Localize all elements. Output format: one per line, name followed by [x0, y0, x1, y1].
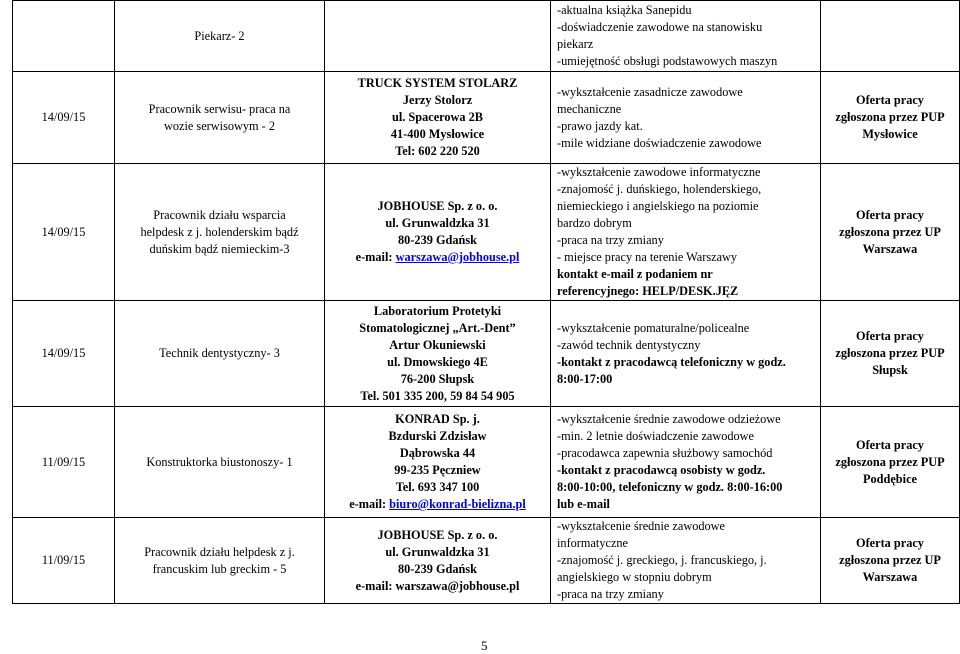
requirement-line: -wykształcenie średnie zawodowe odzieżowe [557, 412, 781, 426]
requirement-line: -wykształcenie pomaturalne/policealne [557, 320, 750, 335]
offer-date: 11/09/15 [13, 518, 115, 604]
requirement-line: -min. 2 letnie doświadczenie zawodowe [557, 429, 755, 443]
offer-source-line: Oferta pracy [856, 207, 924, 222]
job-requirements [551, 301, 821, 407]
job-offer-row [13, 518, 960, 604]
offer-source-line: Oferta pracy [856, 329, 924, 343]
requirement-line: piekarz [557, 37, 594, 51]
requirement-line: -znajomość j. duńskiego, holenderskiego, [557, 182, 762, 196]
employer-line: JOBHOUSE Sp. z o. o. [377, 527, 498, 542]
employer-line: 80-239 Gdańsk [398, 561, 477, 576]
requirement-line: -kontakt z pracodawcą telefoniczny w godz. [557, 354, 786, 369]
offer-date: 11/09/15 [13, 407, 115, 518]
offer-source-line: Warszawa [862, 241, 918, 256]
employer-line: 99-235 Pęczniew [394, 463, 481, 477]
requirement-line: mechaniczne [557, 101, 622, 116]
job-position-line: Piekarz- 2 [194, 28, 245, 43]
employer-contact [325, 407, 551, 518]
offer-source-line: Oferta pracy [856, 437, 924, 452]
requirement-line: -kontakt z pracodawcą osobisty w godz. [557, 463, 766, 477]
requirement-line: 8:00-17:00 [557, 371, 613, 386]
offer-source-line: Oferta pracy [856, 93, 924, 107]
offer-date: 14/09/15 [13, 301, 115, 407]
employer-line: Dąbrowska 44 [399, 446, 476, 460]
requirement-line: -aktualna książka Sanepidu [557, 3, 692, 17]
page-number: 5 [481, 638, 488, 653]
job-offers-body [13, 1, 960, 604]
offer-date: 14/09/15 [13, 164, 115, 301]
offer-source-line: zgłoszona przez PUP [835, 110, 945, 124]
employer-email-line [329, 496, 546, 513]
requirement-line: niemieckiego i angielskiego na poziomie [557, 199, 759, 213]
offer-source-line: Oferta pracy [856, 536, 924, 550]
requirement-line: -praca na trzy zmiany [557, 587, 664, 601]
job-position [115, 301, 325, 407]
job-position-line: Technik dentystyczny- 3 [159, 346, 280, 360]
employer-line: TRUCK SYSTEM STOLARZ [357, 76, 518, 90]
job-position-line: helpdesk z j. holenderskim bądź [140, 224, 299, 239]
requirement-line: kontakt e-mail z podaniem nr [557, 267, 713, 281]
job-offer-row [13, 407, 960, 518]
offer-source-line: zgłoszona przez UP [839, 224, 941, 239]
offer-source-line: Warszawa [862, 570, 918, 584]
offer-source-line: zgłoszona przez PUP [835, 346, 945, 360]
email-prefix: e-mail: [355, 250, 396, 264]
offer-source-line: zgłoszona przez PUP [835, 454, 945, 469]
employer-line: Tel: 602 220 520 [395, 144, 480, 158]
job-requirements [551, 407, 821, 518]
job-offer-row [13, 301, 960, 407]
job-position-line: Pracownik serwisu- praca na [148, 101, 291, 116]
requirement-line: bardzo dobrym [557, 216, 632, 230]
offer-source [821, 407, 960, 518]
requirement-line: referencyjnego: HELP/DESK.JĘZ [557, 284, 739, 298]
employer-contact [325, 518, 551, 604]
requirement-line: -zawód technik dentystyczny [557, 337, 701, 352]
job-position [115, 518, 325, 604]
requirement-line: -wykształcenie zasadnicze zawodowe [557, 84, 743, 99]
job-requirements [551, 518, 821, 604]
offer-date [13, 1, 115, 72]
offer-source [821, 518, 960, 604]
employer-line: Stomatologicznej „Art.-Dent” [359, 320, 516, 335]
employer-email-link[interactable]: biuro@konrad-bielizna.pl [389, 497, 526, 511]
requirement-line: -mile widziane doświadczenie zawodowe [557, 135, 762, 150]
employer-contact [325, 1, 551, 72]
employer-line: ul. Grunwaldzka 31 [385, 216, 490, 230]
job-position [115, 1, 325, 72]
offer-source-line: Mysłowice [862, 127, 918, 141]
employer-line: Tel. 501 335 200, 59 84 54 905 [360, 388, 515, 403]
employer-email-line [329, 249, 546, 266]
job-offer-row [13, 72, 960, 164]
job-offers-table [12, 0, 960, 604]
job-position [115, 164, 325, 301]
job-position-line: Pracownik działu wsparcia [153, 207, 286, 222]
employer-line: ul. Dmowskiego 4E [387, 354, 488, 369]
job-requirements [551, 164, 821, 301]
job-requirements [551, 1, 821, 72]
requirement-line: -doświadczenie zawodowe na stanowisku [557, 20, 763, 34]
offer-source-line: Poddębice [863, 471, 917, 486]
employer-line: Artur Okuniewski [389, 337, 486, 352]
employer-contact [325, 301, 551, 407]
offer-source [821, 164, 960, 301]
employer-email-link[interactable]: warszawa@jobhouse.pl [395, 250, 520, 264]
offer-date: 14/09/15 [13, 72, 115, 164]
job-requirements [551, 72, 821, 164]
employer-line: 41-400 Mysłowice [390, 127, 485, 141]
employer-line: ul. Spacerowa 2B [392, 110, 483, 124]
offer-source [821, 1, 960, 72]
job-position [115, 407, 325, 518]
job-offer-row [13, 1, 960, 72]
offer-source-line: Słupsk [872, 363, 908, 377]
requirement-line: -pracodawca zapewnia służbowy samochód [557, 446, 773, 460]
requirement-line: - miejsce pracy na terenie Warszawy [557, 250, 738, 264]
requirement-line: -umiejętność obsługi podstawowych maszyn [557, 54, 778, 68]
job-position-line: francuskim lub greckim - 5 [152, 561, 287, 576]
job-position-line: wozie serwisowym - 2 [164, 118, 275, 133]
job-offer-row [13, 164, 960, 301]
employer-line: 80-239 Gdańsk [398, 233, 477, 247]
requirement-line: -wykształcenie średnie zawodowe [557, 519, 725, 533]
employer-line: Laboratorium Protetyki [373, 303, 502, 318]
employer-contact [325, 164, 551, 301]
requirement-line: -wykształcenie zawodowe informatyczne [557, 165, 761, 179]
job-position [115, 72, 325, 164]
employer-line: e-mail: warszawa@jobhouse.pl [355, 578, 520, 593]
requirement-line: -praca na trzy zmiany [557, 233, 664, 247]
employer-line: Jerzy Stolorz [402, 93, 473, 107]
offer-source-line: zgłoszona przez UP [839, 553, 941, 567]
job-position-line: Konstruktorka biustonoszy- 1 [146, 454, 293, 469]
requirement-line: -prawo jazdy kat. [557, 118, 643, 133]
requirement-line: lub e-mail [557, 497, 610, 511]
email-prefix: e-mail: [349, 497, 390, 511]
requirement-line: angielskiego w stopniu dobrym [557, 570, 712, 584]
employer-line: ul. Grunwaldzka 31 [385, 544, 490, 559]
employer-line: JOBHOUSE Sp. z o. o. [377, 199, 498, 213]
employer-line: 76-200 Słupsk [400, 371, 475, 386]
employer-line: KONRAD Sp. j. [395, 412, 480, 426]
offer-source [821, 72, 960, 164]
employer-line: Tel. 693 347 100 [395, 480, 480, 494]
requirement-line: -znajomość j. greckiego, j. francuskiego, j. [557, 553, 767, 567]
requirement-line: 8:00-10:00, telefoniczny w godz. 8:00-16:00 [557, 480, 783, 494]
requirement-line: informatyczne [557, 536, 629, 550]
offer-source [821, 301, 960, 407]
job-position-line: duńskim bądź niemieckim-3 [149, 241, 290, 256]
job-position-line: Pracownik działu helpdesk z j. [144, 544, 295, 559]
employer-contact [325, 72, 551, 164]
employer-line: Bzdurski Zdzisław [388, 429, 487, 443]
